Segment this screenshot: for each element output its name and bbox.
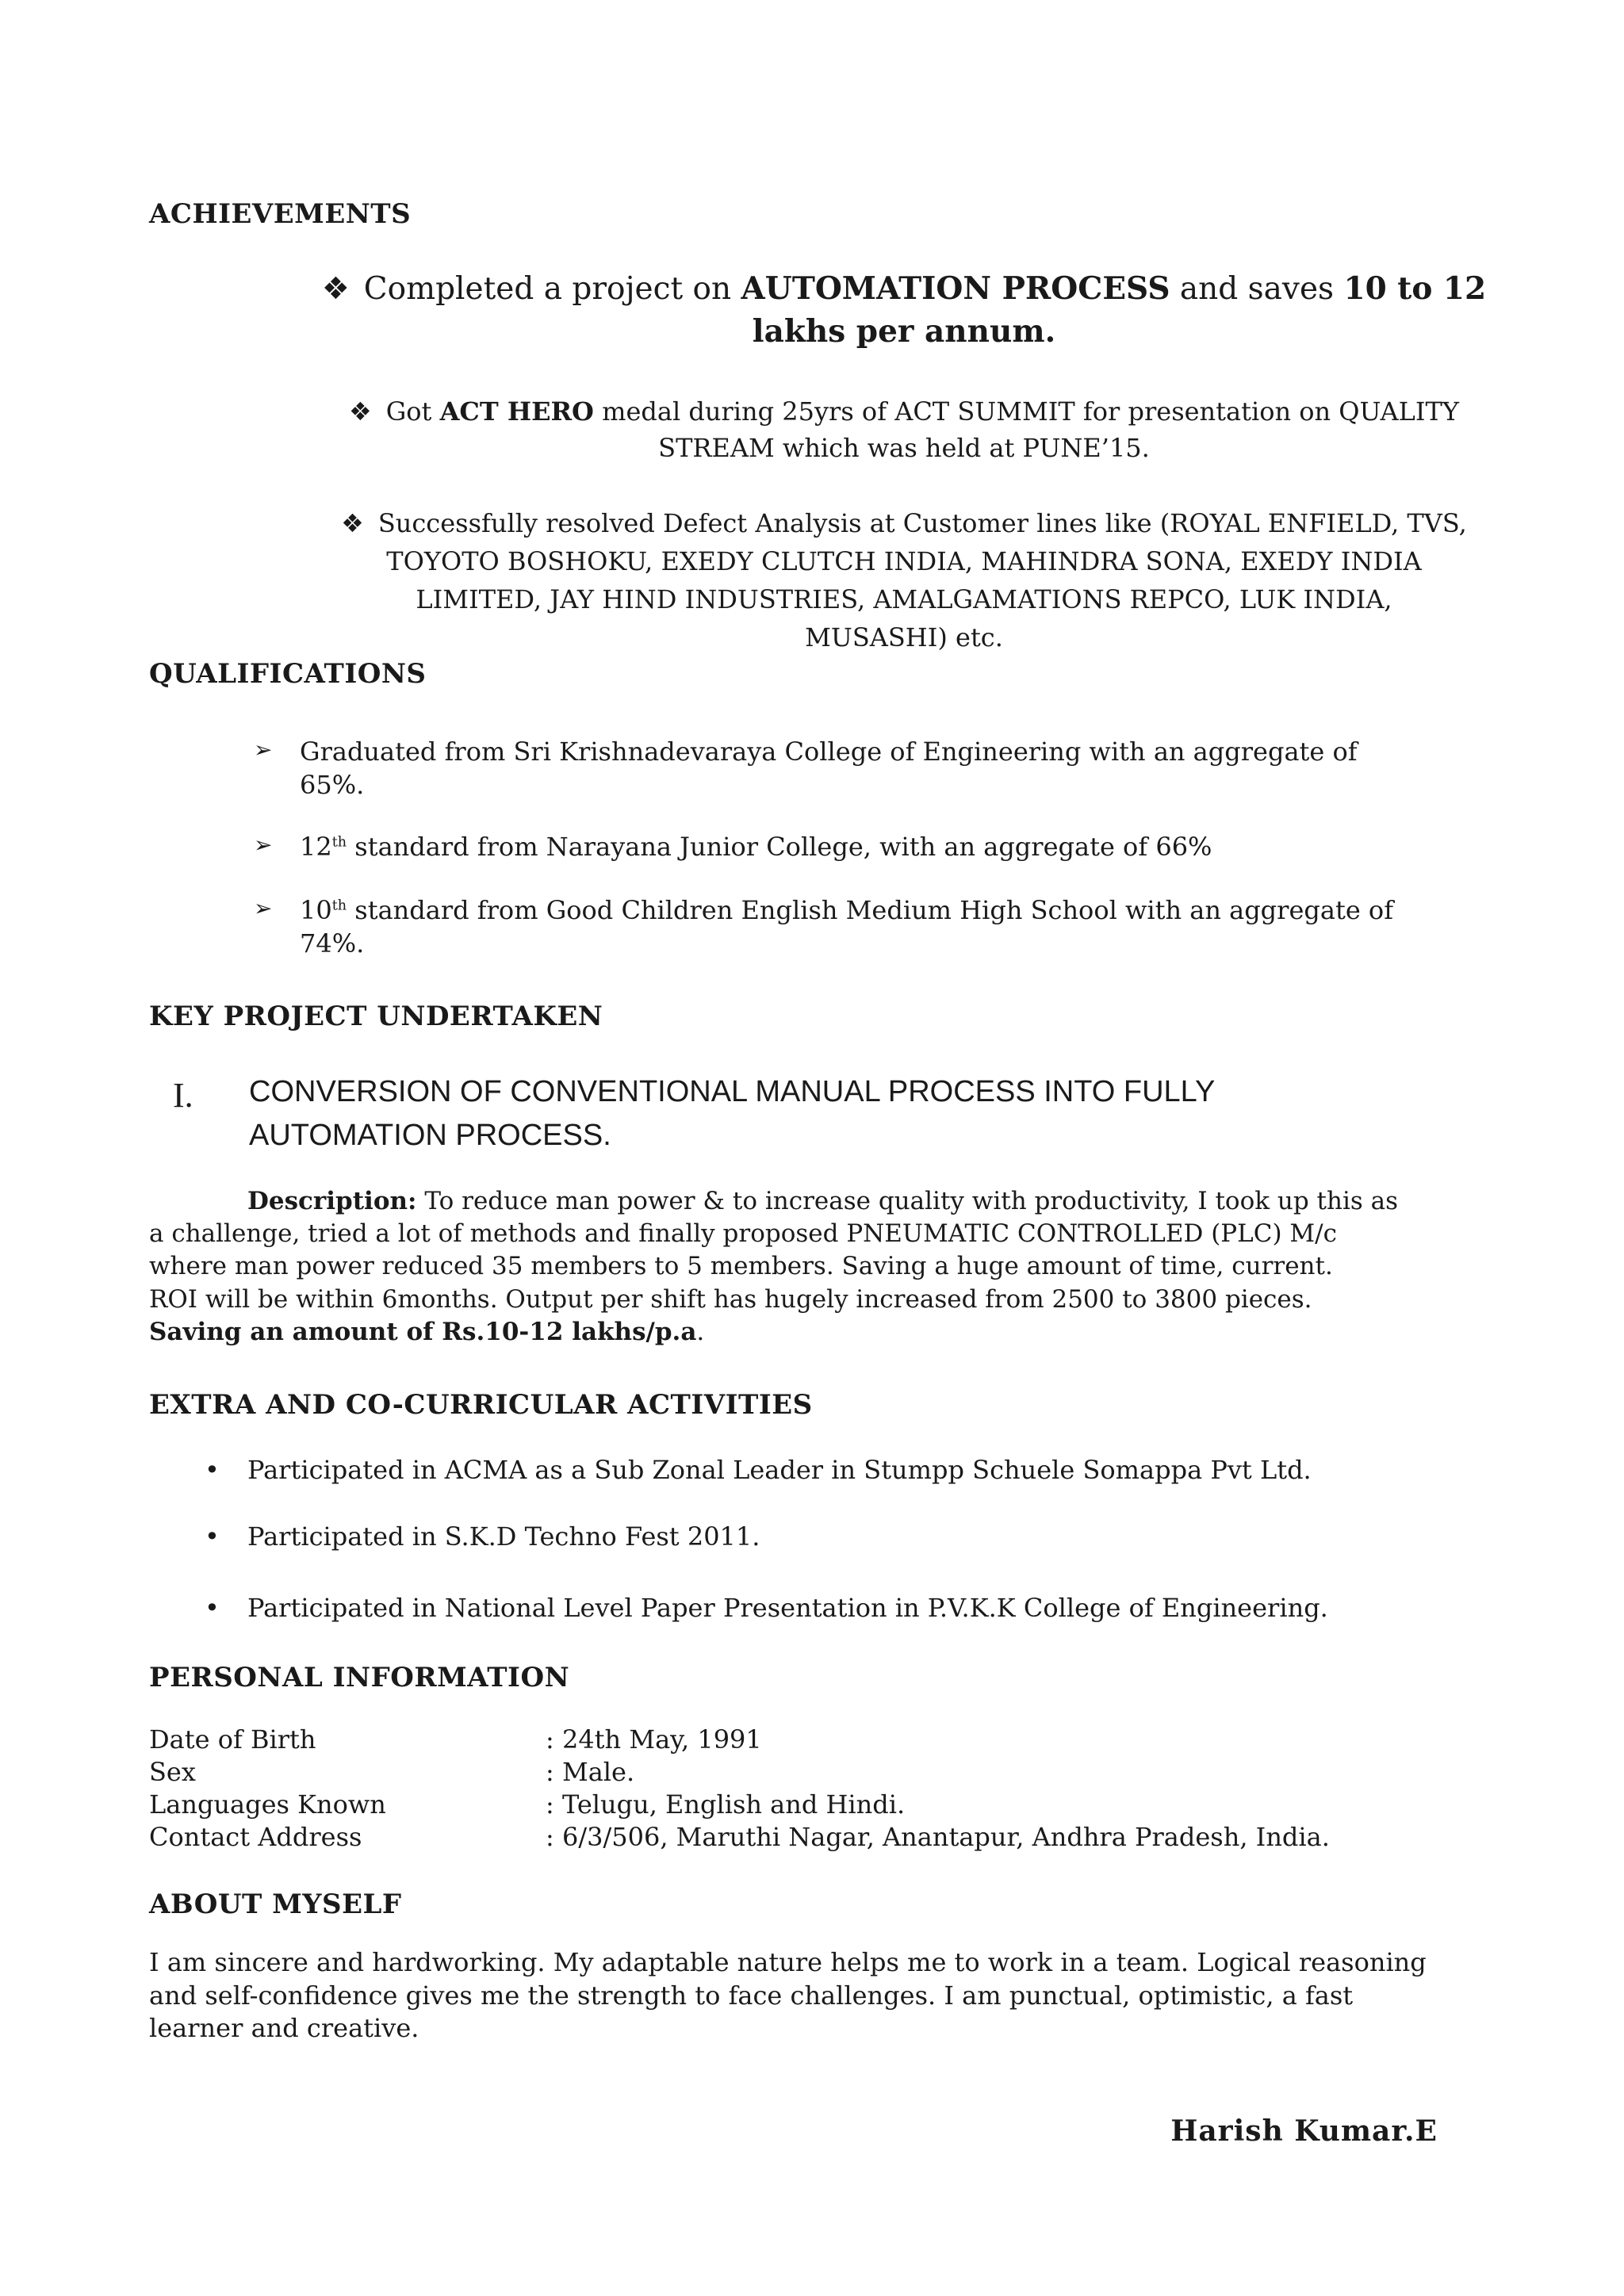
qualification-item-2: ➢ 12th standard from Narayana Junior College, with an aggregate of 66% xyxy=(254,832,1212,862)
personal-row-address: Contact Address : 6/3/506, Maruthi Nagar, Anantapur, Andhra Pradesh, India. xyxy=(149,1822,1330,1852)
qualification-item-3: ➢ 10th standard from Good Children English Medium High School with an aggregate of 74%. xyxy=(254,895,1394,959)
activity-item: • Participated in S.K.D Techno Fest 2011. xyxy=(247,1521,760,1554)
personal-row-sex: Sex : Male. xyxy=(149,1757,635,1787)
about-text: I am sincere and hardworking. My adaptable nature helps me to work in a team. Logical reasoning and self-confidence gives me the strength to face challenges. I am punctual, optimistic, a fast learner and creative. xyxy=(149,1947,1427,2044)
achievements-heading: ACHIEVEMENTS xyxy=(149,198,412,230)
about-heading: ABOUT MYSELF xyxy=(149,1888,402,1920)
project-title: I. CONVERSION OF CONVENTIONAL MANUAL PROCESS INTO FULLY AUTOMATION PROCESS. xyxy=(173,1070,1215,1158)
arrow-bullet-icon: ➢ xyxy=(254,832,273,858)
bullet-icon: • xyxy=(205,1521,220,1552)
bullet-icon: • xyxy=(205,1593,220,1623)
project-number: I. xyxy=(173,1076,193,1115)
personal-row-dob: Date of Birth : 24th May, 1991 xyxy=(149,1724,762,1755)
diamond-bullet-icon: ❖ xyxy=(349,396,372,427)
personal-heading: PERSONAL INFORMATION xyxy=(149,1662,570,1693)
arrow-bullet-icon: ➢ xyxy=(254,737,273,763)
diamond-bullet-icon: ❖ xyxy=(321,271,350,307)
activity-item: • Participated in National Level Paper Presentation in P.V.K.K College of Engineering. xyxy=(247,1592,1328,1625)
activity-item: • Participated in ACMA as a Sub Zonal Leader in Stumpp Schuele Somappa Pvt Ltd. xyxy=(247,1454,1312,1487)
qualification-item-1: ➢ Graduated from Sri Krishnadevaraya College of Engineering with an aggregate of 65%. xyxy=(254,737,1358,800)
achievement-item-3: ❖ Successfully resolved Defect Analysis at Customer lines like (ROYAL ENFIELD, TVS, TOYOTO BOSHOKU, EXEDY CLUTCH INDIA, MAHINDRA SONA, EXEDY INDIA LIMITED, JAY HIND INDUSTRIES, AMALGAMATIONS REPCO, LUK INDIA, MUSASHI) etc. xyxy=(341,508,1467,652)
diamond-bullet-icon: ❖ xyxy=(341,508,364,538)
bullet-icon: • xyxy=(205,1455,220,1485)
achievement-item-1: ❖ Completed a project on AUTOMATION PROCESS and saves 10 to 12 lakhs per annum. xyxy=(321,270,1487,350)
signature-name: Harish Kumar.E xyxy=(1170,2114,1438,2148)
project-description: Description: To reduce man power & to increase quality with productivity, I took up this as a challenge, tried a lot of methods and finally proposed PNEUMATIC CONTROLLED (PLC) M/c where man power reduced 35 members to 5 members. Saving a huge amount of time, current. ROI will be within 6months. Output per shift has hugely increased from 2500 to 3800 pieces. Saving an amount of Rs.10-12 lakhs/p.a. xyxy=(149,1187,1399,1346)
achievement-item-2: ❖ Got ACT HERO medal during 25yrs of ACT SUMMIT for presentation on QUALITY STREAM which was held at PUNE’15. xyxy=(349,396,1459,464)
personal-row-languages: Languages Known : Telugu, English and Hindi. xyxy=(149,1789,906,1820)
arrow-bullet-icon: ➢ xyxy=(254,895,273,921)
activities-heading: EXTRA AND CO-CURRICULAR ACTIVITIES xyxy=(149,1389,813,1421)
project-heading: KEY PROJECT UNDERTAKEN xyxy=(149,1001,603,1032)
qualifications-heading: QUALIFICATIONS xyxy=(149,658,427,690)
